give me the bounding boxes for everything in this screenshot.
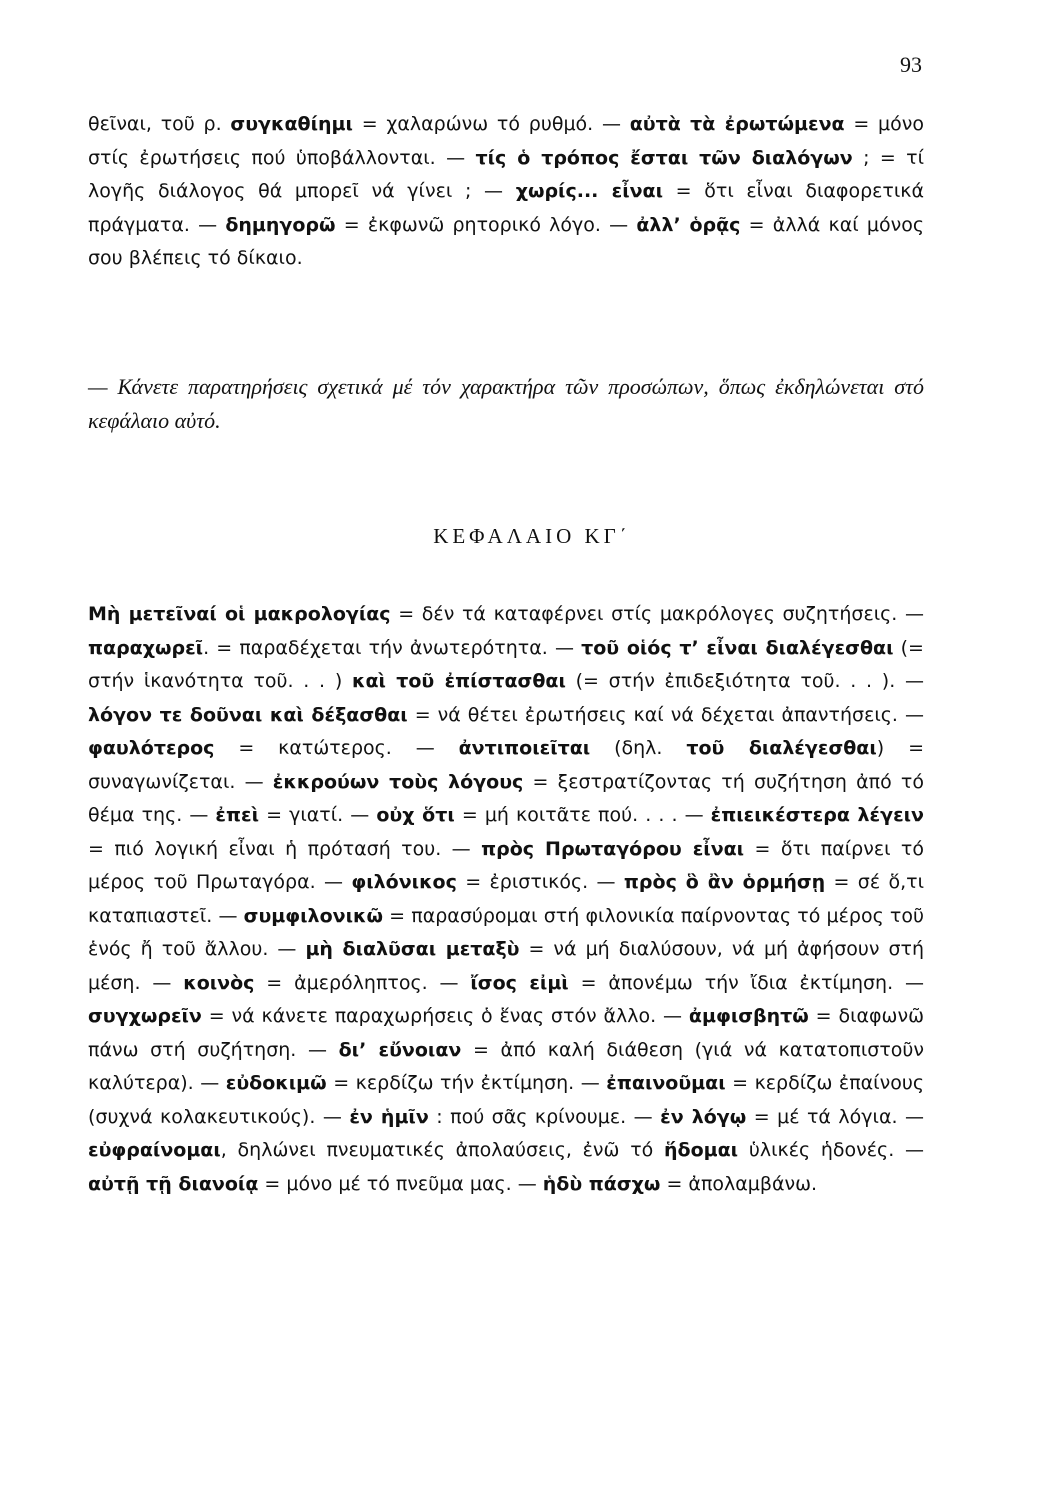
exercise-paragraph: — Κάνετε παρατηρήσεις σχετικά μέ τόν χαρακτήρα τῶν προσώπων, ὅπως ἐκδηλώνεται στό κεφάλαιο αὐτό.	[88, 374, 924, 433]
chapter-heading: ΚΕΦΑΛΑΙΟ ΚΓ΄	[433, 524, 631, 548]
glossary-paragraph-top: θεῖναι, τοῦ ρ. συγκαθίημι = χαλαρώνω τό ρυθμό. — αὐτὰ τὰ ἐρωτώμενα = μόνο στίς ἐρωτήσεις πού ὑποβάλλονται. — τίς ὁ τρόπος ἔσται τῶν διαλόγων ; = τί λογῆς διάλογος θά μπορεῖ νά γίνει ; — χωρίς... εἶναι = ὅτι εἶναι διαφορετικά πράγματα. — δημηγορῶ = ἐκφωνῶ ρητορικό λόγο. — ἀλλ’ ὁρᾷς = ἀλλά καί μόνος σου βλέπεις τό δίκαιο.	[88, 113, 925, 269]
glossary-paragraph-main: Μὴ μετεῖναί οἱ μακρολογίας = δέν τά καταφέρνει στίς μακρόλογες συζητήσεις. — παραχωρεῖ. = παραδέχεται τήν ἀνωτερότητα. — τοῦ οἱός τ’ εἶναι διαλέγεσθαι (= στήν ἱκανότητα τοῦ. . . ) καὶ τοῦ ἐπίστασθαι (= στήν ἐπιδεξιότητα τοῦ. . . ). — λόγον τε δοῦναι καὶ δέξασθαι = νά θέτει ἐρωτήσεις καί νά δέχεται ἀπαντήσεις. — φαυλότερος = κατώτερος. — ἀντιποιεῖται (δηλ. τοῦ διαλέγεσθαι) = συναγωνίζεται. — ἐκκρούων τοὺς λόγους = ξεστρατίζοντας τή συζήτηση ἀπό τό θέμα της. — ἐπεὶ = γιατί. — οὐχ ὅτι = μή κοιτᾶτε πού. . . . — ἐπιεικέστερα λέγειν = πιό λογική εἶναι ἡ πρότασή του. — πρὸς Πρωταγόρου εἶναι = ὅτι παίρνει τό μέρος τοῦ Πρωταγόρα. — φιλόνικος = ἐριστικός. — πρὸς ὃ ἂν ὁρμήσῃ = σέ ὅ,τι καταπιαστεῖ. — συμφιλονικῶ = παρασύρομαι στή φιλονικία παίρνοντας τό μέρος τοῦ ἑνός ἤ τοῦ ἄλλου. — μὴ διαλῦσαι μεταξὺ = νά μή διαλύσουν, νά μή ἀφήσουν στή μέση. — κοινὸς = ἀμερόληπτος. — ἴσος εἰμὶ = ἀπονέμω τήν ἴδια ἐκτίμηση. — συγχωρεῖν = νά κάνετε παραχωρήσεις ὁ ἕνας στόν ἄλλο. — ἀμφισβητῶ = διαφωνῶ πάνω στή συζήτηση. — δι’ εὔνοιαν = ἀπό καλή διάθεση (γιά νά κατατοπιστοῦν καλύτερα). — εὐδοκιμῶ = κερδίζω τήν ἐκτίμηση. — ἐπαινοῦμαι = κερδίζω ἐπαίνους (συχνά κολακευτικούς). — ἐν ἡμῖν : πού σᾶς κρίνουμε. — ἐν λόγῳ = μέ τά λόγια. — εὐφραίνομαι, δηλώνει πνευματικές ἀπολαύσεις, ἐνῶ τό ἥδομαι ὑλικές ἡδονές. — αὐτῇ τῇ διανοίᾳ = μόνο μέ τό πνεῦμα μας. — ἡδὺ πάσχω = ἀπολαμβάνω.	[88, 603, 925, 1195]
page-number: 93	[900, 52, 922, 77]
